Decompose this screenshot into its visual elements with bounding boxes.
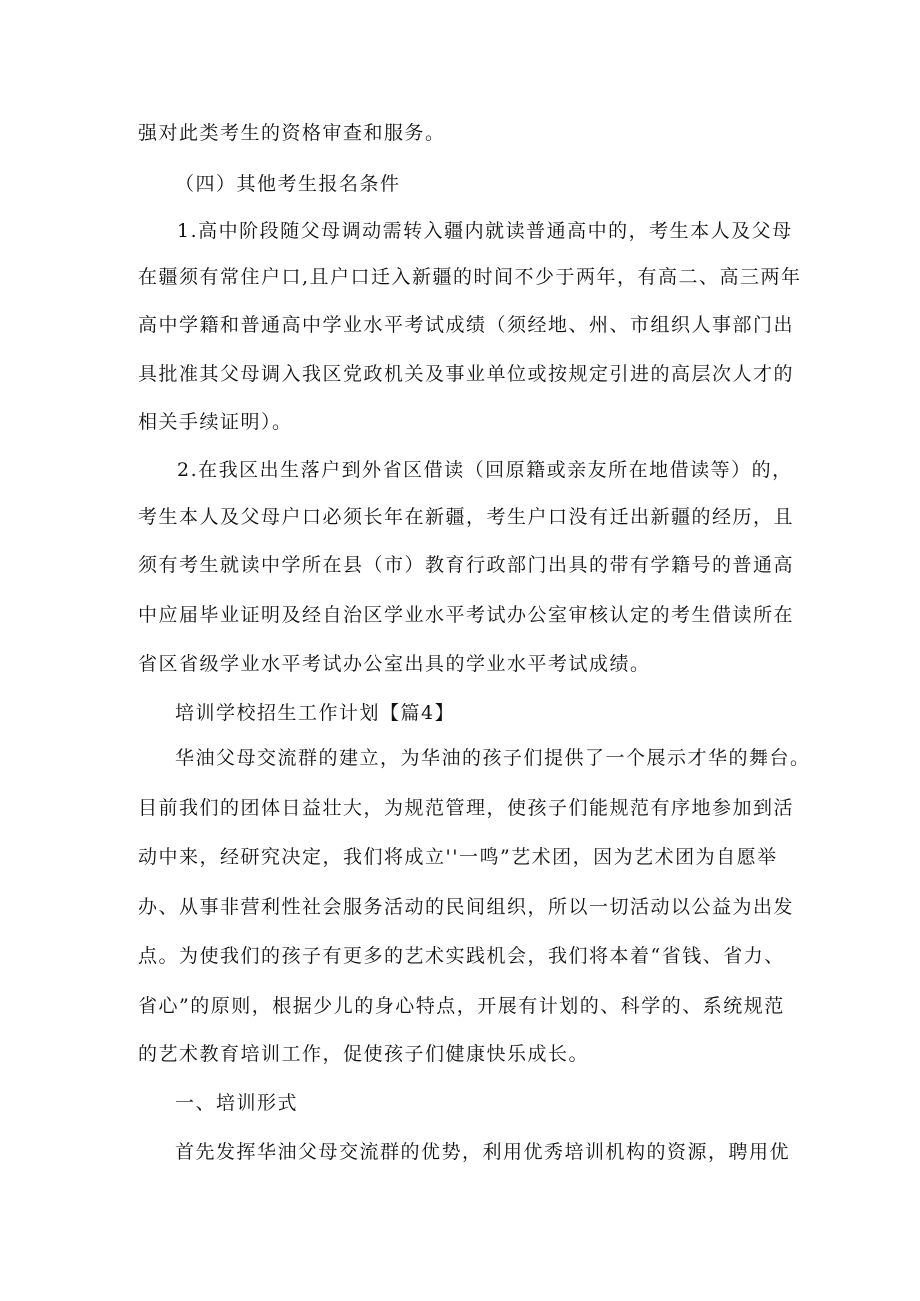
- paragraph-line: 考生本人及父母户口必须长年在新疆，考生户口没有迁出新疆的经历，且: [138, 506, 795, 528]
- paragraph-line: 办、从事非营利性社会服务活动的民间组织，所以一切活动以公益为出发: [138, 896, 795, 918]
- paragraph-line: 相关手续证明）。: [138, 411, 293, 433]
- paragraph-line: 中应届毕业证明及经自治区学业水平考试办公室审核认定的考生借读所在: [138, 604, 795, 626]
- paragraph-line: 1.高中阶段随父母调动需转入疆内就读普通高中的，考生本人及父母: [177, 220, 793, 242]
- paragraph-line: 须有考生就读中学所在县（市）教育行政部门出具的带有学籍号的普通高: [138, 554, 795, 576]
- article-title: 培训学校招生工作计划【篇4】: [175, 702, 456, 724]
- paragraph-line: 首先发挥华油父母交流群的优势，利用优秀培训机构的资源，聘用优: [175, 1141, 791, 1163]
- paragraph-line: 的艺术教育培训工作，促使孩子们健康快乐成长。: [138, 1043, 590, 1065]
- paragraph-line: 在疆须有常住户口,且户口迁入新疆的时间不少于两年，有高二、高三两年: [138, 266, 802, 288]
- paragraph-line: 具批准其父母调入我区党政机关及事业单位或按规定引进的高层次人才的: [138, 363, 795, 385]
- paragraph-line: 2.在我区出生落户到外省区借读（回原籍或亲友所在地借读等）的，: [177, 459, 793, 481]
- section-heading: 一、培训形式: [175, 1092, 299, 1114]
- paragraph-line: 点。为使我们的孩子有更多的艺术实践机会，我们将本着“省钱、省力、: [138, 945, 785, 967]
- paragraph-line: 高中学籍和普通高中学业水平考试成绩（须经地、州、市组织人事部门出: [138, 314, 795, 336]
- paragraph-line: 华油父母交流群的建立，为华油的孩子们提供了一个展示才华的舞台。: [175, 747, 811, 769]
- paragraph-line: 省区省级学业水平考试办公室出具的学业水平考试成绩。: [138, 653, 651, 675]
- paragraph-line: 动中来，经研究决定，我们将成立''一鸣”艺术团，因为艺术团为自愿举: [138, 846, 778, 868]
- paragraph-line: 省心”的原则，根据少儿的身心特点，开展有计划的、科学的、系统规范: [138, 995, 785, 1017]
- paragraph-line: 目前我们的团体日益壮大，为规范管理，使孩子们能规范有序地参加到活: [138, 797, 795, 819]
- section-heading: （四）其他考生报名条件: [175, 173, 401, 195]
- paragraph-line: 强对此类考生的资格审查和服务。: [138, 122, 446, 144]
